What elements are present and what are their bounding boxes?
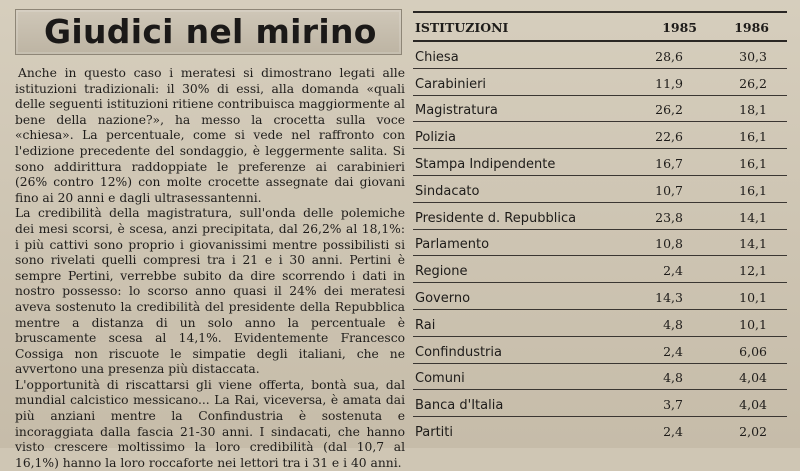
institution-name: Polizia [415, 130, 456, 146]
value-1986: 18,1 [739, 102, 767, 118]
value-1985: 16,7 [655, 155, 683, 171]
article-paragraph: Anche in questo caso i meratesi si dimostrano legati alle istituzioni tradizionali: il 30% di essi, alla domanda «quali delle seguenti istituzioni ritiene contribuisca maggiormente al bene della nazione?», ha messo la crocetta sulla voce «chiesa». La percentuale, come si vede nel raffronto con l'edizione precedente del sondaggio, è leggermente salita. Si sono addirittura raddoppiate le preferenze ai carabinieri (26% contro 12%) con molte crocette assegnate dai giovani fino ai 20 anni e dagli ultrasessantenni. [15, 66, 405, 205]
value-1986: 2,02 [739, 423, 767, 439]
value-1986: 4,04 [739, 370, 767, 386]
table-row [413, 42, 787, 69]
value-1985: 3,7 [663, 397, 683, 413]
value-1985: 28,6 [655, 48, 683, 64]
institution-name: Magistratura [415, 103, 498, 119]
table-row [413, 96, 787, 123]
institution-name: Rai [415, 317, 436, 333]
table-row [413, 230, 787, 257]
value-1986: 14,1 [739, 236, 767, 252]
table-row [413, 364, 787, 391]
header-1986: 1986 [734, 20, 769, 35]
institution-name: Governo [415, 290, 471, 306]
value-1985: 23,8 [655, 209, 683, 225]
value-1986: 6,06 [739, 343, 767, 359]
table-row [413, 256, 787, 283]
value-1985: 10,7 [655, 182, 683, 198]
value-1985: 4,8 [663, 370, 683, 386]
value-1986: 16,1 [739, 182, 767, 198]
value-1985: 4,8 [663, 316, 683, 332]
header-1985: 1985 [662, 20, 697, 35]
institution-name: Comuni [415, 371, 465, 387]
institution-name: Partiti [415, 424, 453, 440]
table-row [413, 283, 787, 310]
article-paragraph: L'opportunità di riscattarsi gli viene offerta, bontà sua, dal mundial calcistico messicano... La Rai, viceversa, è amata dai più anziani mentre la Confindustria è sostenuta e incoraggiata dalla fascia 21-30 anni. I sindacati, che hanno visto crescere moltissimo la loro credibilità (dal 10,7 al 16,1%) hanno la loro roccaforte nei lettori tra i 31 e i 40 anni. [15, 377, 405, 470]
value-1986: 14,1 [739, 209, 767, 225]
value-1986: 4,04 [739, 397, 767, 413]
institution-name: Carabinieri [415, 76, 487, 92]
table-body [413, 42, 787, 443]
value-1986: 26,2 [739, 75, 767, 91]
value-1985: 14,3 [655, 289, 683, 305]
value-1986: 16,1 [739, 129, 767, 145]
institution-name: Parlamento [415, 237, 490, 253]
value-1985: 2,4 [663, 423, 683, 439]
table-row [413, 176, 787, 203]
article-paragraph: La credibilità della magistratura, sull'onda delle polemiche dei mesi scorsi, è scesa, anzi precipitata, dal 26,2% al 18,1%: i più cattivi sono proprio i giovanissimi mentre possibilisti si sono rivelati quelli compresi tra i 21 e i 30 anni. Pertini è sempre Pertini, verrebbe subito da dire scorrendo i dati in nostro possesso: lo scorso anno quasi il 24% dei meratesi aveva sostenuto la credibilità del presidente della Repubblica mentre a distanza di un solo anno la percentuale è bruscamente scesa al 14,1%. Evidentemente Francesco Cossiga non riscuote le simpatie degli italiani, che ne avvertono una presenza più distaccata. [15, 206, 405, 377]
value-1985: 10,8 [655, 236, 683, 252]
table-row [413, 69, 787, 96]
value-1986: 12,1 [739, 263, 767, 279]
table-row [413, 417, 787, 443]
value-1985: 22,6 [655, 129, 683, 145]
institution-name: Regione [415, 264, 468, 280]
table-header [413, 11, 787, 42]
institution-name: Banca d'Italia [415, 398, 504, 414]
institution-name: Confindustria [415, 344, 502, 360]
value-1985: 2,4 [663, 263, 683, 279]
value-1986: 16,1 [739, 155, 767, 171]
table-row [413, 390, 787, 417]
institution-name: Sindacato [415, 183, 480, 199]
institution-name: Chiesa [415, 49, 459, 65]
article-body [15, 66, 405, 470]
institution-name: Presidente d. Repubblica [415, 210, 577, 226]
value-1985: 26,2 [655, 102, 683, 118]
value-1986: 10,1 [739, 316, 767, 332]
value-1986: 10,1 [739, 289, 767, 305]
value-1985: 2,4 [663, 343, 683, 359]
table-row [413, 203, 787, 230]
headline: Giudici nel mirino [44, 12, 377, 51]
table-row [413, 310, 787, 337]
header-istituzioni: ISTITUZIONI [415, 20, 509, 35]
table-row [413, 149, 787, 176]
table-row [413, 122, 787, 149]
value-1986: 30,3 [739, 48, 767, 64]
institution-name: Stampa Indipendente [415, 156, 556, 172]
institutions-table [413, 11, 787, 446]
value-1985: 11,9 [655, 75, 683, 91]
headline-box [15, 9, 402, 55]
table-row [413, 337, 787, 364]
